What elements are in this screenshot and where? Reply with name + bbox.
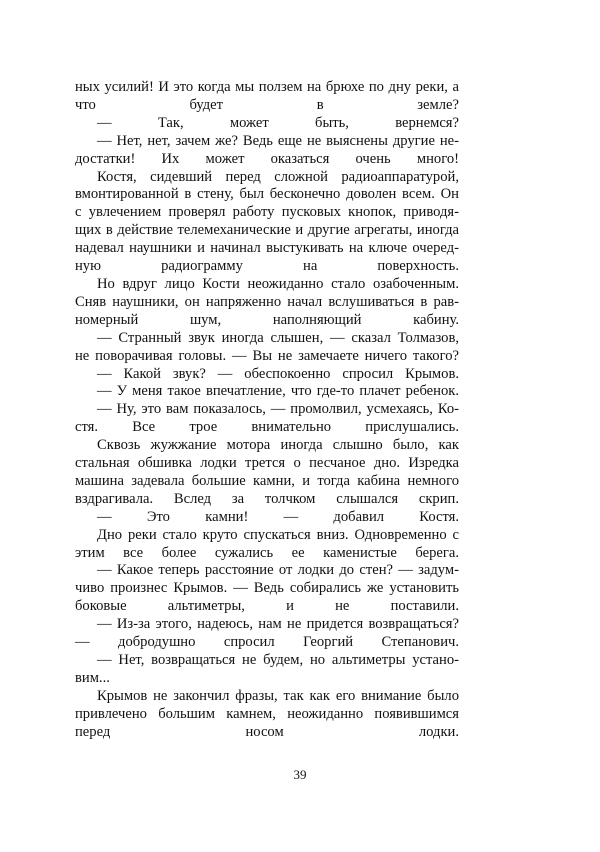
line-text: Костя, сидевший перед сложной радиоаппаратурой, — [97, 168, 459, 185]
text-line — [75, 419, 459, 437]
page-text — [75, 79, 459, 742]
text-line — [75, 401, 459, 419]
line-text: вздрагивала. Вслед за толчком слышался скрип. — [75, 490, 459, 507]
line-text: Сквозь жужжание мотора иногда слышно было, как — [97, 437, 459, 454]
text-line — [75, 366, 459, 384]
text-line — [75, 97, 459, 115]
text-line — [75, 437, 459, 455]
line-text: чиво произнес Крымов. — Ведь собирались же установить — [75, 580, 459, 597]
text-line — [75, 616, 459, 634]
line-text: перед носом лодки. — [75, 723, 459, 740]
line-text: что будет в земле? — [75, 96, 459, 113]
line-text: — Какое теперь расстояние от лодки до стен? — задум- — [97, 562, 459, 579]
line-text: Сняв наушники, он напряженно начал вслушиваться в рав- — [75, 293, 459, 310]
line-text: вим... — [75, 669, 110, 686]
line-text: стальная обшивка лодки трется о песчаное дно. Изредка — [75, 455, 459, 472]
line-text: — Нет, нет, зачем же? Ведь еще не выяснены другие не- — [97, 132, 459, 149]
paragraph — [75, 688, 459, 742]
paragraph — [75, 276, 459, 330]
text-line — [75, 652, 459, 670]
line-text: — Странный звук иногда слышен, — сказал Толмазов, — [97, 329, 459, 346]
paragraph — [75, 401, 459, 437]
text-line — [75, 330, 459, 348]
paragraph — [75, 79, 459, 115]
text-line — [75, 724, 459, 742]
text-line — [75, 151, 459, 169]
text-line — [75, 688, 459, 706]
text-line — [75, 580, 459, 598]
line-text: — Какой звук? — обеспокоенно спросил Крымов. — [97, 365, 459, 382]
text-line — [75, 562, 459, 580]
line-text: — Так, может быть, вернемся? — [97, 114, 459, 131]
text-line — [75, 598, 459, 616]
paragraph — [75, 652, 459, 688]
text-line — [75, 670, 459, 688]
paragraph — [75, 562, 459, 616]
text-line — [75, 348, 459, 366]
line-text: с увлечением проверял работу пусковых кнопок, приводя- — [75, 204, 459, 221]
line-text: стя. Все трое внимательно прислушались. — [75, 419, 459, 436]
line-text: ных усилий! И это когда мы ползем на брюхе по дну реки, а — [75, 79, 459, 95]
line-text: — Это камни! — добавил Костя. — [97, 508, 459, 525]
line-text: номерный шум, наполняющий кабину. — [75, 311, 459, 328]
paragraph — [75, 133, 459, 169]
text-line — [75, 169, 459, 187]
line-text: достатки! Их может оказаться очень много! — [75, 150, 459, 167]
paragraph — [75, 527, 459, 563]
text-line — [75, 634, 459, 652]
text-line — [75, 258, 459, 276]
text-line — [75, 79, 459, 97]
line-text: — У меня такое впечатление, что где-то плачет ребенок. — [97, 383, 459, 400]
text-line — [75, 545, 459, 563]
line-text: вмонтированной в стену, был бесконечно доволен всем. Он — [75, 186, 459, 203]
text-line — [75, 115, 459, 133]
line-text: Крымов не закончил фразы, так как его внимание было — [97, 687, 459, 704]
paragraph — [75, 115, 459, 133]
text-line — [75, 204, 459, 222]
text-line — [75, 527, 459, 545]
paragraph — [75, 437, 459, 509]
text-line — [75, 240, 459, 258]
paragraph — [75, 383, 459, 401]
line-text: Дно реки стало круто спускаться вниз. Одновременно с — [97, 526, 459, 543]
text-line — [75, 706, 459, 724]
paragraph — [75, 366, 459, 384]
line-text: этим все более сужались ее каменистые берега. — [75, 544, 459, 561]
line-text: — добродушно спросил Георгий Степанович. — [75, 634, 459, 651]
text-line — [75, 222, 459, 240]
text-line — [75, 133, 459, 151]
paragraph — [75, 169, 459, 276]
line-text: — Нет, возвращаться не будем, но альтиметры устано- — [97, 652, 459, 668]
line-text: надевал наушники и начинал выстукивать на ключе очеред- — [75, 240, 459, 257]
page-number: 39 — [293, 767, 307, 782]
text-line — [75, 455, 459, 473]
text-line — [75, 186, 459, 204]
text-line — [75, 509, 459, 527]
text-line — [75, 473, 459, 491]
text-line — [75, 276, 459, 294]
line-text: щих в действие телемеханические и другие агрегаты, иногда — [75, 222, 459, 239]
line-text: — Ну, это вам показалось, — промолвил, усмехаясь, Ко- — [97, 401, 459, 418]
text-line — [75, 294, 459, 312]
paragraph — [75, 509, 459, 527]
paragraph — [75, 616, 459, 652]
line-text: боковые альтиметры, и не поставили. — [75, 598, 459, 615]
line-text: привлечено большим камнем, неожиданно появившимся — [75, 705, 459, 722]
text-line — [75, 312, 459, 330]
line-text: не поворачивая головы. — Вы не замечаете ничего такого? — [75, 347, 459, 364]
paragraph — [75, 330, 459, 366]
line-text: ную радиограмму на поверхность. — [75, 258, 459, 275]
line-text: машина задевала большие камни, и тогда кабина немного — [75, 472, 459, 489]
text-line — [75, 383, 459, 401]
text-line — [75, 491, 459, 509]
line-text: — Из-за этого, надеюсь, нам не придется возвращаться? — [97, 616, 459, 633]
line-text: Но вдруг лицо Кости неожиданно стало озабоченным. — [97, 275, 459, 292]
